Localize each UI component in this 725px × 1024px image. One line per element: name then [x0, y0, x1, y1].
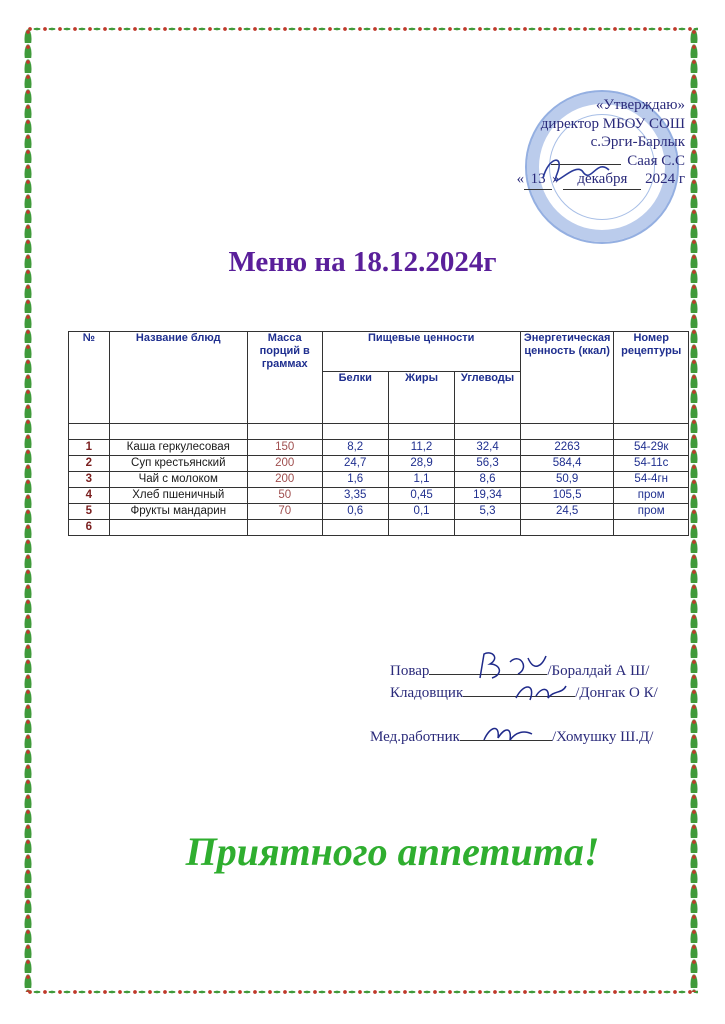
date-quote-open: « [516, 171, 525, 187]
signatures-block [340, 660, 685, 744]
carbs-value: 32,4 [455, 440, 521, 456]
energy-value: 24,5 [520, 504, 614, 520]
portion-mass: 50 [247, 488, 322, 504]
energy-value: 50,9 [520, 472, 614, 488]
row-number: 6 [69, 520, 110, 536]
carbs-value: 19,34 [455, 488, 521, 504]
header-mass: Масса порций в граммах [247, 332, 322, 424]
approval-date-line [445, 170, 685, 190]
carbs-value: 56,3 [455, 456, 521, 472]
carbs-value: 5,3 [455, 504, 521, 520]
recipe-number [614, 520, 689, 536]
row-number: 4 [69, 488, 110, 504]
row-number: 2 [69, 456, 110, 472]
proteins-value: 24,7 [322, 456, 388, 472]
dish-name [109, 520, 247, 536]
page-title: Меню на 18.12.2024г [228, 246, 497, 278]
recipe-number: 54-4гн [614, 472, 689, 488]
row-number: 5 [69, 504, 110, 520]
carbs-value: 8,6 [455, 472, 521, 488]
energy-value [520, 520, 614, 536]
header-recipe: Номер рецептуры [614, 332, 689, 424]
header-nutrition: Пищевые ценности [322, 332, 520, 372]
proteins-value [322, 520, 388, 536]
recipe-number: пром [614, 488, 689, 504]
table-row [69, 504, 689, 520]
portion-mass [247, 520, 322, 536]
row-number: 1 [69, 440, 110, 456]
fats-value: 1,1 [388, 472, 454, 488]
fats-value [388, 520, 454, 536]
signature-blank [429, 660, 547, 675]
proteins-value: 0,6 [322, 504, 388, 520]
header-num: № [69, 332, 110, 424]
header-fats: Жиры [388, 372, 454, 424]
dish-name: Чай с молоком [109, 472, 247, 488]
portion-mass: 70 [247, 504, 322, 520]
signature-row-medic [340, 726, 685, 754]
table-row [69, 440, 689, 456]
signature-role: Мед.работник [370, 729, 460, 745]
holly-border-bottom [26, 988, 698, 996]
closing-phrase: Приятного аппетита! [185, 829, 600, 874]
holly-border-top [26, 25, 698, 33]
approval-signer: Саая С.С [627, 152, 685, 169]
signature-row-storekeeper [340, 682, 685, 710]
fats-value: 0,1 [388, 504, 454, 520]
dish-name: Хлеб пшеничный [109, 488, 247, 504]
proteins-value: 3,35 [322, 488, 388, 504]
signature-blank [460, 726, 552, 741]
approval-village: с.Эрги-Барлык [590, 134, 685, 150]
fats-value: 28,9 [388, 456, 454, 472]
energy-value: 2263 [520, 440, 614, 456]
dish-name: Каша геркулесовая [109, 440, 247, 456]
recipe-number: пром [614, 504, 689, 520]
portion-mass: 200 [247, 472, 322, 488]
approval-signer-line [445, 152, 685, 171]
portion-mass: 200 [247, 456, 322, 472]
approval-year: 2024 г [645, 171, 685, 187]
header-proteins: Белки [322, 372, 388, 424]
header-name: Название блюд [109, 332, 247, 424]
approval-heading: «Утверждаю» [595, 97, 685, 113]
signature-blank [463, 682, 575, 697]
table-row [69, 520, 689, 536]
portion-mass: 150 [247, 440, 322, 456]
menu-table [68, 331, 689, 536]
dish-name: Фрукты мандарин [109, 504, 247, 520]
approval-month: декабря [563, 170, 641, 190]
approval-block [445, 96, 685, 190]
director-signature-blank [551, 164, 621, 165]
dish-name: Суп крестьянский [109, 456, 247, 472]
proteins-value: 8,2 [322, 440, 388, 456]
header-energy: Энергетическая ценность (ккал) [520, 332, 614, 424]
table-row [69, 472, 689, 488]
fats-value: 11,2 [388, 440, 454, 456]
energy-value: 105,5 [520, 488, 614, 504]
table-row [69, 456, 689, 472]
recipe-number: 54-29к [614, 440, 689, 456]
carbs-value [455, 520, 521, 536]
date-quote-close: » [552, 171, 560, 187]
signature-name: /Хомушку Ш.Д/ [551, 729, 654, 745]
recipe-number: 54-11с [614, 456, 689, 472]
header-carbs: Углеводы [455, 372, 521, 424]
signature-name: /Боралдай А Ш/ [547, 663, 650, 679]
approval-day: 13 [524, 170, 552, 190]
proteins-value: 1,6 [322, 472, 388, 488]
signature-role: Кладовщик [390, 685, 464, 701]
approval-position: директор МБОУ СОШ [540, 115, 685, 132]
fats-value: 0,45 [388, 488, 454, 504]
signature-role: Повар [390, 663, 430, 679]
row-number: 3 [69, 472, 110, 488]
signature-name: /Донгак О К/ [575, 685, 658, 701]
energy-value: 584,4 [520, 456, 614, 472]
table-row [69, 488, 689, 504]
